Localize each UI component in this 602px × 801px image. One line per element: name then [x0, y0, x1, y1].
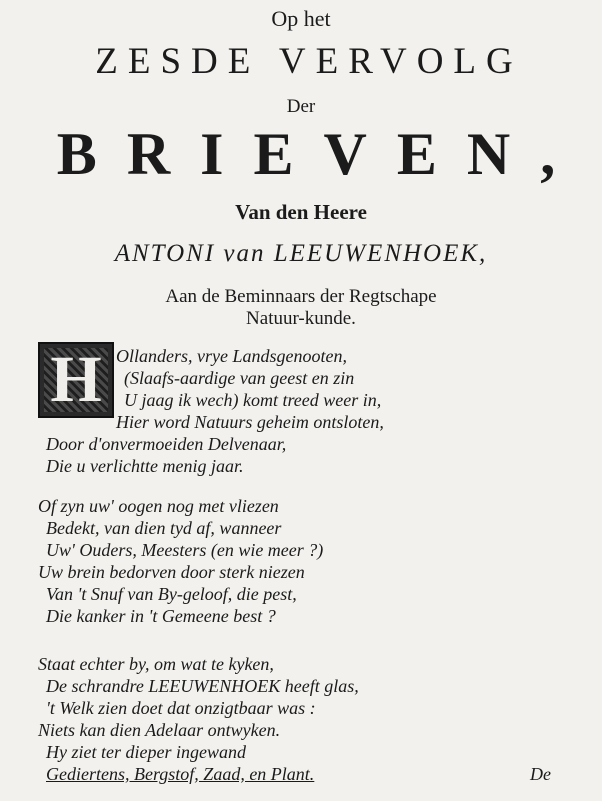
verse-line: Die u verlichtte menig jaar. [46, 456, 244, 476]
dedication-line-1: Aan de Beminnaars der Regtschape [165, 286, 437, 307]
verse-line: Staat echter by, om wat te kyken, [38, 654, 274, 674]
verse-line: Uw brein bedorven door sterk niezen [38, 562, 305, 582]
catchword: De [530, 764, 551, 784]
verse-line: 't Welk zien doet dat onzigtbaar was : [46, 698, 316, 718]
verse-line: Uw' Ouders, Meesters (en wie meer ?) [46, 540, 324, 560]
title-line-van-den-heere: Van den Heere [235, 200, 367, 224]
title-line-zesde-vervolg: ZESDE VERVOLG [95, 41, 523, 82]
title-line-der: Der [286, 96, 316, 117]
verse-line: De schrandre LEEUWENHOEK heeft glas, [46, 676, 359, 696]
verse-line: Bedekt, van dien tyd af, wanneer [46, 518, 282, 538]
verse-line: Van 't Snuf van By-geloof, die pest, [46, 584, 297, 604]
initial-letter: H [50, 343, 102, 416]
title-line-brieven: BRIEVEN, [56, 121, 586, 187]
verse-line: (Slaafs-aardige van geest en zin [124, 368, 355, 388]
verse-line: Hy ziet ter dieper ingewand [46, 742, 246, 762]
verse-line: Of zyn uw' oogen nog met vliezen [38, 496, 279, 516]
title-line-op-het: Op het [271, 6, 331, 31]
dedication-line-2: Natuur-kunde. [246, 308, 356, 329]
title-line-author: ANTONI van LEEUWENHOEK, [114, 240, 488, 267]
title-line-dedication [0, 286, 602, 330]
verse-line: Hier word Natuurs geheim ontsloten, [116, 412, 384, 432]
verse-line: Gediertens, Bergstof, Zaad, en Plant. [46, 764, 315, 784]
verse-line: U jaag ik wech) komt treed weer in, [124, 390, 382, 410]
verse-line: Die kanker in 't Gemeene best ? [46, 606, 276, 626]
verse-line: Ollanders, vrye Landsgenooten, [116, 346, 347, 366]
decorated-initial [38, 342, 114, 418]
verse-line: Niets kan dien Adelaar ontwyken. [38, 720, 281, 740]
verse-line: Door d'onvermoeiden Delvenaar, [46, 434, 287, 454]
